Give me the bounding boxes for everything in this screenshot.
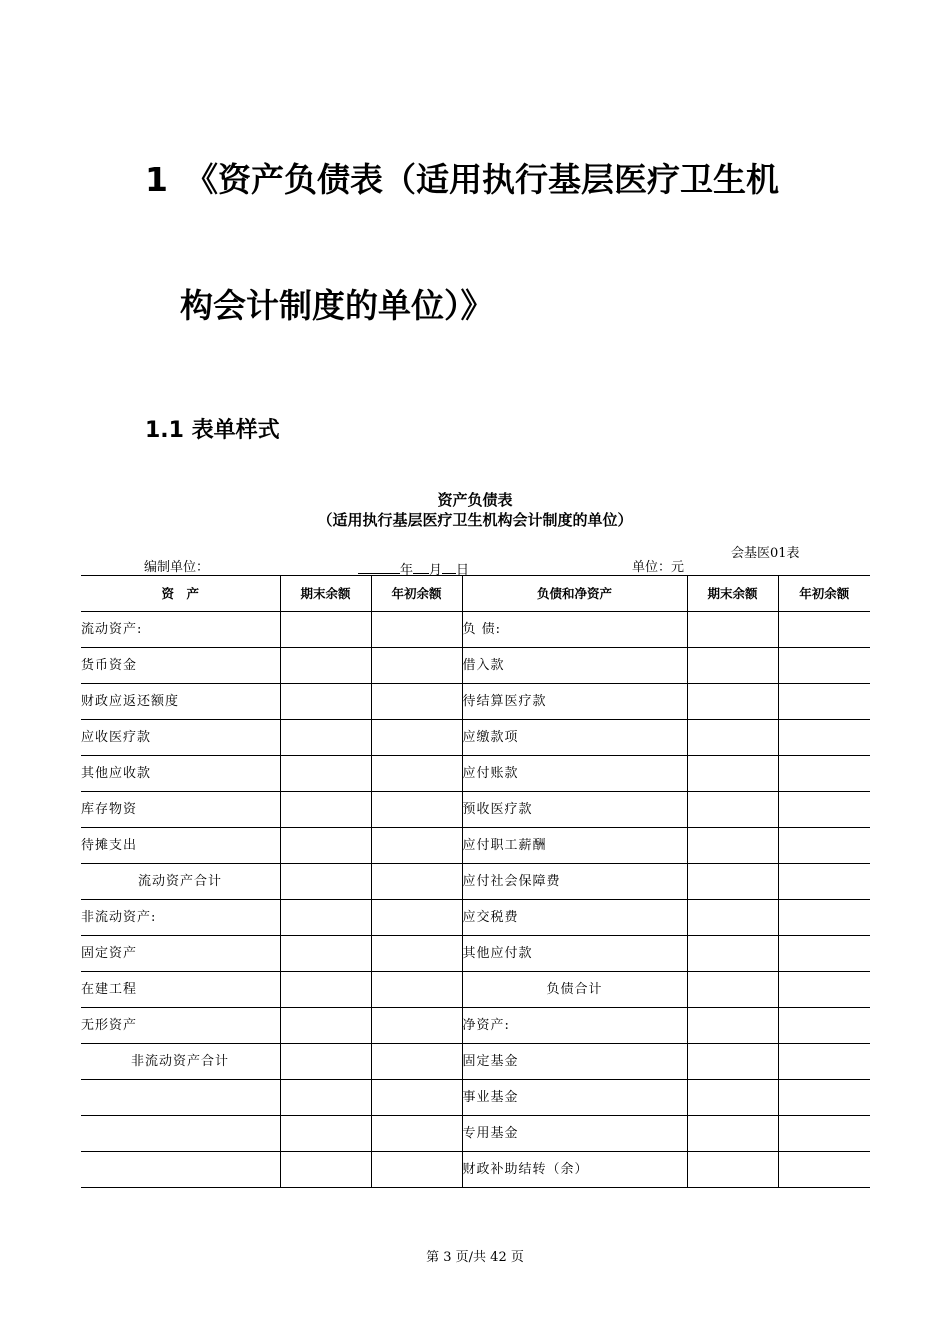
table-row (81, 756, 870, 792)
asset-end-balance-cell[interactable] (280, 1080, 371, 1116)
liability-item-cell: 固定基金 (462, 1044, 687, 1080)
form-subtitle: （适用执行基层医疗卫生机构会计制度的单位） (317, 511, 633, 529)
asset-item-cell: 流动资产合计 (81, 864, 280, 900)
liability-begin-balance-cell[interactable] (778, 1152, 870, 1188)
table-row (81, 1044, 870, 1080)
asset-item-cell (81, 1116, 280, 1152)
liability-end-balance-cell[interactable] (687, 1080, 778, 1116)
asset-begin-balance-cell[interactable] (371, 936, 462, 972)
page-footer: 第 3 页/共 42 页 (426, 1250, 524, 1265)
balance-sheet-table (81, 575, 870, 1188)
table-row (81, 828, 870, 864)
table-row (81, 612, 870, 648)
table-row (81, 936, 870, 972)
liability-end-balance-cell[interactable] (687, 1152, 778, 1188)
liability-end-balance-cell[interactable] (687, 1008, 778, 1044)
asset-item-cell: 固定资产 (81, 936, 280, 972)
liability-begin-balance-cell[interactable] (778, 648, 870, 684)
table-row (81, 864, 870, 900)
liability-item-cell: 借入款 (462, 648, 687, 684)
year-label: 年 (400, 563, 414, 578)
liability-begin-balance-cell[interactable] (778, 1044, 870, 1080)
preparer-unit-label: 编制单位： (144, 560, 210, 575)
liability-begin-balance-cell[interactable] (778, 684, 870, 720)
asset-end-balance-cell[interactable] (280, 648, 371, 684)
header-assets-end-balance: 期末余额 (280, 576, 371, 612)
liability-item-cell: 应付社会保障费 (462, 864, 687, 900)
asset-begin-balance-cell[interactable] (371, 900, 462, 936)
liability-end-balance-cell[interactable] (687, 900, 778, 936)
header-liabilities-begin-balance: 年初余额 (778, 576, 870, 612)
asset-end-balance-cell[interactable] (280, 972, 371, 1008)
asset-end-balance-cell[interactable] (280, 864, 371, 900)
asset-item-cell: 非流动资产合计 (81, 1044, 280, 1080)
liability-end-balance-cell[interactable] (687, 828, 778, 864)
liability-end-balance-cell[interactable] (687, 1044, 778, 1080)
asset-begin-balance-cell[interactable] (371, 1080, 462, 1116)
liability-item-cell: 待结算医疗款 (462, 684, 687, 720)
form-code: 会基医01表 (731, 546, 800, 561)
asset-begin-balance-cell[interactable] (371, 612, 462, 648)
table-row (81, 684, 870, 720)
liability-begin-balance-cell[interactable] (778, 720, 870, 756)
liability-begin-balance-cell[interactable] (778, 828, 870, 864)
table-header-row (81, 576, 870, 612)
liability-end-balance-cell[interactable] (687, 612, 778, 648)
asset-begin-balance-cell[interactable] (371, 972, 462, 1008)
section-heading (145, 416, 280, 446)
liability-item-cell: 负 债: (462, 612, 687, 648)
liability-end-balance-cell[interactable] (687, 792, 778, 828)
liability-item-cell: 事业基金 (462, 1080, 687, 1116)
asset-item-cell: 财政应返还额度 (81, 684, 280, 720)
heading-title-line2: 构会计制度的单位）》 (180, 286, 494, 325)
asset-end-balance-cell[interactable] (280, 1008, 371, 1044)
liability-begin-balance-cell[interactable] (778, 900, 870, 936)
asset-item-cell: 在建工程 (81, 972, 280, 1008)
asset-end-balance-cell[interactable] (280, 1044, 371, 1080)
section-number: 1.1 (145, 418, 184, 443)
asset-item-cell: 待摊支出 (81, 828, 280, 864)
liability-item-cell: 净资产: (462, 1008, 687, 1044)
asset-end-balance-cell[interactable] (280, 720, 371, 756)
liability-begin-balance-cell[interactable] (778, 1080, 870, 1116)
liability-end-balance-cell[interactable] (687, 720, 778, 756)
table-row (81, 1008, 870, 1044)
table-row (81, 1116, 870, 1152)
table-row (81, 1080, 870, 1116)
asset-begin-balance-cell[interactable] (371, 1152, 462, 1188)
heading-number: 1 (145, 160, 168, 199)
liability-end-balance-cell[interactable] (687, 1116, 778, 1152)
asset-end-balance-cell[interactable] (280, 828, 371, 864)
asset-begin-balance-cell[interactable] (371, 1008, 462, 1044)
liability-item-cell: 财政补助结转（余） (462, 1152, 687, 1188)
liability-end-balance-cell[interactable] (687, 864, 778, 900)
table-row (81, 720, 870, 756)
liability-begin-balance-cell[interactable] (778, 972, 870, 1008)
header-assets: 资 产 (81, 576, 280, 612)
liability-begin-balance-cell[interactable] (778, 612, 870, 648)
asset-begin-balance-cell[interactable] (371, 1116, 462, 1152)
month-blank[interactable] (413, 560, 429, 574)
liability-begin-balance-cell[interactable] (778, 792, 870, 828)
day-blank[interactable] (442, 560, 456, 574)
currency-unit-label: 单位：元 (632, 560, 685, 575)
liability-begin-balance-cell[interactable] (778, 756, 870, 792)
asset-begin-balance-cell[interactable] (371, 828, 462, 864)
asset-item-cell: 货币资金 (81, 648, 280, 684)
liability-begin-balance-cell[interactable] (778, 1008, 870, 1044)
year-blank[interactable] (358, 560, 400, 574)
liability-begin-balance-cell[interactable] (778, 864, 870, 900)
asset-end-balance-cell[interactable] (280, 612, 371, 648)
asset-item-cell: 应收医疗款 (81, 720, 280, 756)
asset-end-balance-cell[interactable] (280, 1116, 371, 1152)
asset-item-cell (81, 1152, 280, 1188)
month-label: 月 (429, 563, 443, 578)
table-row (81, 900, 870, 936)
asset-begin-balance-cell[interactable] (371, 864, 462, 900)
table-row (81, 1152, 870, 1188)
table-row (81, 972, 870, 1008)
liability-item-cell: 应付账款 (462, 756, 687, 792)
table-row (81, 648, 870, 684)
liability-end-balance-cell[interactable] (687, 648, 778, 684)
asset-end-balance-cell[interactable] (280, 792, 371, 828)
document-heading (145, 158, 845, 202)
asset-begin-balance-cell[interactable] (371, 720, 462, 756)
asset-item-cell: 无形资产 (81, 1008, 280, 1044)
liability-begin-balance-cell[interactable] (778, 1116, 870, 1152)
liability-item-cell: 负债合计 (462, 972, 687, 1008)
liability-end-balance-cell[interactable] (687, 972, 778, 1008)
asset-begin-balance-cell[interactable] (371, 792, 462, 828)
section-title: 表单样式 (191, 418, 280, 443)
asset-item-cell: 其他应收款 (81, 756, 280, 792)
liability-item-cell: 应交税费 (462, 900, 687, 936)
heading-title-line1: 《资产负债表（适用执行基层医疗卫生机 (185, 160, 779, 199)
liability-end-balance-cell[interactable] (687, 936, 778, 972)
asset-end-balance-cell[interactable] (280, 900, 371, 936)
asset-item-cell: 库存物资 (81, 792, 280, 828)
asset-item-cell (81, 1080, 280, 1116)
asset-end-balance-cell[interactable] (280, 756, 371, 792)
liability-item-cell: 应付职工薪酬 (462, 828, 687, 864)
asset-item-cell: 流动资产: (81, 612, 280, 648)
asset-end-balance-cell[interactable] (280, 684, 371, 720)
header-liabilities-end-balance: 期末余额 (687, 576, 778, 612)
liability-end-balance-cell[interactable] (687, 756, 778, 792)
asset-item-cell: 非流动资产: (81, 900, 280, 936)
liability-item-cell: 预收医疗款 (462, 792, 687, 828)
table-row (81, 792, 870, 828)
liability-item-cell: 应缴款项 (462, 720, 687, 756)
day-label: 日 (456, 563, 470, 578)
liability-item-cell: 专用基金 (462, 1116, 687, 1152)
header-liabilities-net-assets: 负债和净资产 (462, 576, 687, 612)
liability-begin-balance-cell[interactable] (778, 936, 870, 972)
liability-item-cell: 其他应付款 (462, 936, 687, 972)
asset-begin-balance-cell[interactable] (371, 684, 462, 720)
asset-end-balance-cell[interactable] (280, 1152, 371, 1188)
asset-begin-balance-cell[interactable] (371, 648, 462, 684)
asset-end-balance-cell[interactable] (280, 936, 371, 972)
asset-begin-balance-cell[interactable] (371, 756, 462, 792)
asset-begin-balance-cell[interactable] (371, 1044, 462, 1080)
liability-end-balance-cell[interactable] (687, 684, 778, 720)
header-assets-begin-balance: 年初余额 (371, 576, 462, 612)
form-title: 资产负债表 (437, 491, 513, 509)
